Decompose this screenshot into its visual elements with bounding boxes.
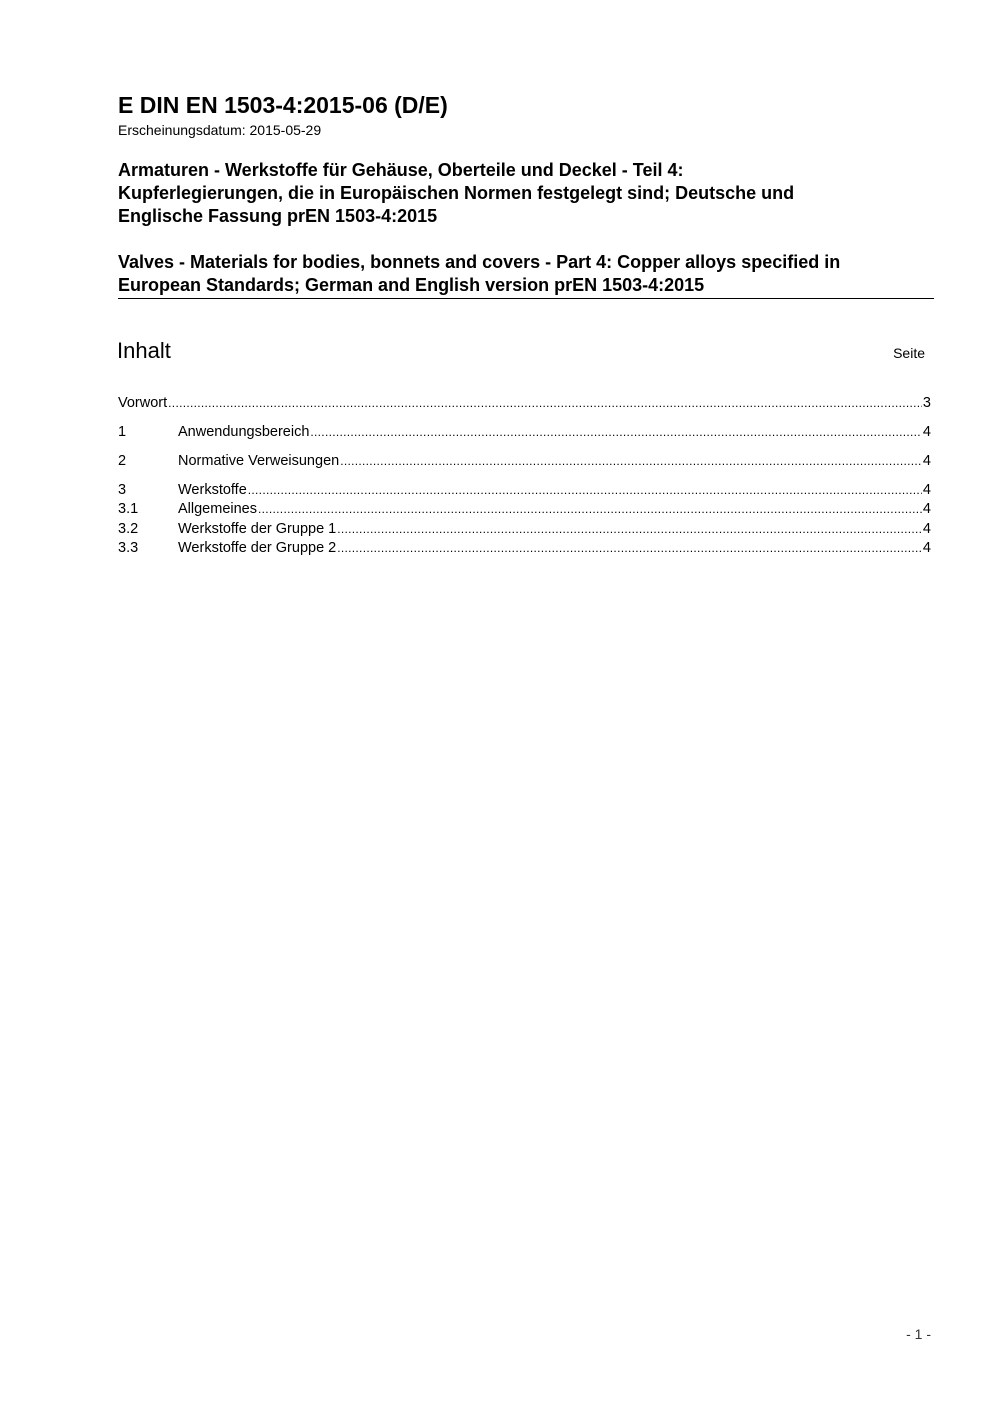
title-english-line: European Standards; German and English version prEN 1503-4:2015 [118, 275, 705, 295]
toc-entry-title: Anwendungsbereich [178, 424, 310, 440]
toc-entry-number: 3.3 [118, 540, 139, 556]
title-german-line: Englische Fassung prEN 1503-4:2015 [118, 206, 438, 226]
page-number: - 1 - [906, 1326, 931, 1342]
toc-heading: Inhalt [117, 338, 171, 363]
toc-entry-number: 2 [118, 453, 127, 469]
toc-entry-page: 4 [922, 482, 931, 498]
toc-entry-page: 4 [922, 453, 931, 469]
toc-entry-number: 3.2 [118, 521, 139, 537]
toc-entry-title: Werkstoffe [178, 482, 247, 498]
toc-entry-title: Normative Verweisungen [178, 453, 340, 469]
toc-entry-number: 3.1 [118, 501, 139, 517]
title-english [118, 251, 934, 297]
title-german-line: Kupferlegierungen, die in Europäischen Normen festgelegt sind; Deutsche und [118, 183, 795, 203]
toc-entry-3-2[interactable] [118, 520, 931, 538]
toc-leader-dots [168, 394, 922, 412]
publication-date: Erscheinungsdatum: 2015-05-29 [118, 122, 322, 138]
toc-entry-title: Vorwort [118, 395, 168, 411]
toc-leader-dots [337, 520, 922, 538]
toc-page-heading: Seite [893, 345, 925, 361]
title-german-line: Armaturen - Werkstoffe für Gehäuse, Oberteile und Deckel - Teil 4: [118, 160, 684, 180]
toc-entry-title: Werkstoffe der Gruppe 2 [178, 540, 337, 556]
toc-entry-page: 4 [922, 540, 931, 556]
toc-entry-2[interactable] [118, 452, 931, 470]
toc-entry-page: 3 [922, 395, 931, 411]
toc-entry-3-3[interactable] [118, 539, 931, 557]
toc-entry-page: 4 [922, 521, 931, 537]
toc-entry-1[interactable] [118, 423, 931, 441]
toc-entry-number: 3 [118, 482, 127, 498]
toc-entry-page: 4 [922, 501, 931, 517]
toc-entry-title: Werkstoffe der Gruppe 1 [178, 521, 337, 537]
toc-entry-3[interactable] [118, 481, 931, 499]
toc-entry-title: Allgemeines [178, 501, 257, 517]
title-german [118, 159, 934, 228]
title-divider [118, 298, 934, 299]
toc-leader-dots [248, 481, 922, 499]
toc-entry-3-1[interactable] [118, 500, 931, 518]
toc-entry-page: 4 [922, 424, 931, 440]
title-english-line: Valves - Materials for bodies, bonnets and covers - Part 4: Copper alloys specified in [118, 252, 841, 272]
toc-leader-dots [258, 500, 922, 518]
toc-leader-dots [337, 539, 922, 557]
toc-leader-dots [340, 452, 922, 470]
toc-entry-number: 1 [118, 424, 127, 440]
toc-leader-dots [310, 423, 922, 441]
document-id: E DIN EN 1503-4:2015-06 (D/E) [118, 92, 448, 118]
toc-entry-vorwort[interactable] [118, 394, 931, 412]
